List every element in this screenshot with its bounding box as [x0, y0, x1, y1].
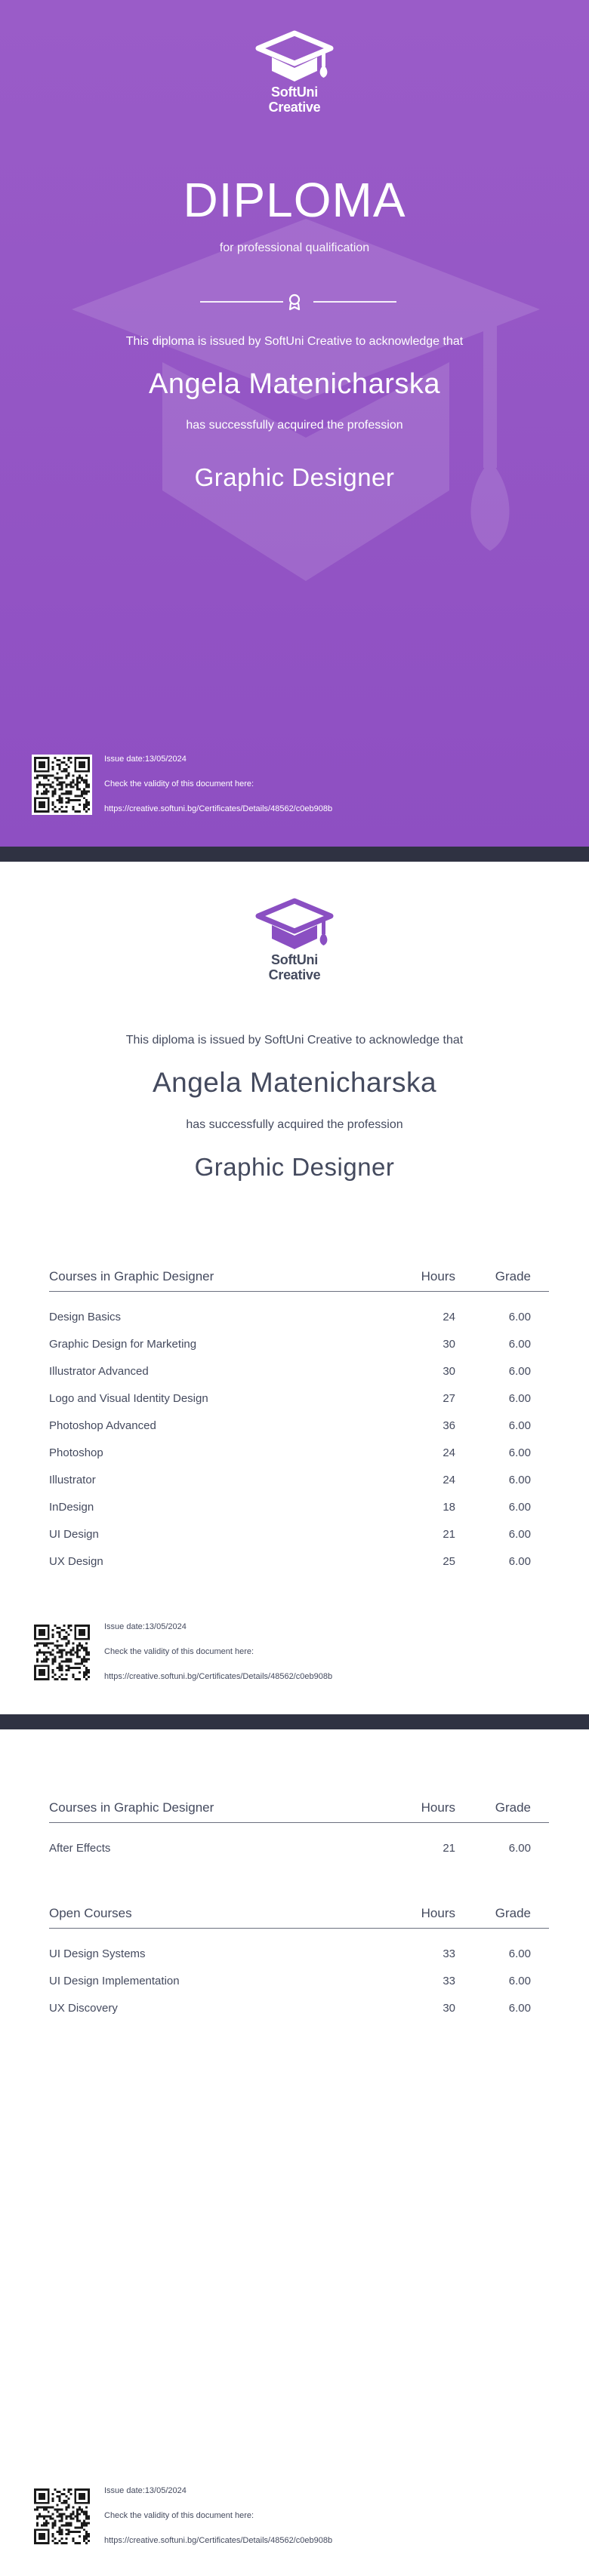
award-ribbon-icon	[285, 293, 304, 311]
document-footer	[32, 2486, 485, 2550]
course-hours: 21	[443, 1842, 455, 1855]
course-grade: 6.00	[508, 1419, 531, 1432]
courses-table-continued	[49, 1797, 549, 1862]
acquired-statement: has successfully acquired the profession	[186, 1118, 403, 1131]
table-row	[49, 1941, 549, 1968]
course-grade: 6.00	[508, 1555, 531, 1568]
course-grade: 6.00	[508, 1338, 531, 1351]
course-name: Logo and Visual Identity Design	[49, 1392, 208, 1405]
course-hours: 21	[443, 1528, 455, 1541]
course-name: UI Design Implementation	[49, 1975, 180, 1987]
course-name: UI Design Systems	[49, 1947, 146, 1960]
table-row	[49, 1835, 549, 1862]
issue-date: Issue date:13/05/2024	[104, 1622, 187, 1631]
courses-table	[49, 1266, 549, 1575]
table-row	[49, 1331, 549, 1358]
validity-check-text: Check the validity of this document here:	[104, 2511, 254, 2520]
profession-title: Graphic Designer	[194, 1153, 395, 1181]
validity-check-text: Check the validity of this document here:	[104, 1647, 254, 1656]
course-name: InDesign	[49, 1501, 94, 1514]
issue-date: Issue date:13/05/2024	[104, 755, 187, 764]
course-name: Design Basics	[49, 1311, 122, 1323]
table-row	[49, 1548, 549, 1575]
course-hours: 30	[443, 2002, 455, 2015]
ornament-line-right	[313, 301, 396, 303]
diploma-subtitle: for professional qualification	[219, 241, 370, 254]
issue-date: Issue date:13/05/2024	[104, 2486, 187, 2495]
column-course: Open Courses	[49, 1906, 132, 1920]
title-ornament	[0, 293, 589, 311]
course-name: UX Discovery	[49, 2002, 118, 2015]
course-hours: 33	[443, 1975, 455, 1987]
course-name: UX Design	[49, 1555, 103, 1568]
course-hours: 27	[443, 1392, 455, 1405]
issued-statement: This diploma is issued by SoftUni Creative to acknowledge that	[125, 335, 464, 348]
course-hours: 24	[443, 1311, 455, 1323]
table-row	[49, 1358, 549, 1385]
course-name: Illustrator	[49, 1474, 96, 1486]
course-grade: 6.00	[508, 1528, 531, 1541]
table-row	[49, 1385, 549, 1412]
validity-url-link[interactable]: https://creative.softuni.bg/Certificates/Details/48562/c0eb908b	[104, 1672, 333, 1681]
course-hours: 25	[443, 1555, 455, 1568]
page-divider	[0, 847, 589, 862]
course-grade: 6.00	[508, 1975, 531, 1987]
column-grade: Grade	[495, 1269, 531, 1283]
table-header	[49, 1903, 549, 1929]
course-grade: 6.00	[508, 1501, 531, 1514]
course-grade: 6.00	[508, 1392, 531, 1405]
column-hours: Hours	[421, 1906, 455, 1920]
course-name: Photoshop Advanced	[49, 1419, 156, 1432]
table-row	[49, 1412, 549, 1440]
page-divider	[0, 1714, 589, 1729]
column-course: Courses in Graphic Designer	[49, 1800, 214, 1815]
course-grade: 6.00	[508, 1311, 531, 1323]
course-grade: 6.00	[508, 2002, 531, 2015]
table-row	[49, 1494, 549, 1521]
graduation-cap-logo-icon	[255, 30, 334, 85]
table-row	[49, 1304, 549, 1331]
acquired-statement: has successfully acquired the profession	[186, 419, 403, 432]
course-name: Graphic Design for Marketing	[49, 1338, 197, 1351]
recipient-name: Angela Matenicharska	[152, 1067, 437, 1098]
document-footer	[32, 755, 485, 818]
course-grade: 6.00	[508, 1842, 531, 1855]
course-name: After Effects	[49, 1842, 111, 1855]
softuni-creative-logo	[255, 898, 334, 982]
qr-code-icon[interactable]	[32, 2486, 92, 2547]
course-hours: 36	[443, 1419, 455, 1432]
course-name: Photoshop	[49, 1446, 103, 1459]
course-grade: 6.00	[508, 1474, 531, 1486]
course-hours: 30	[443, 1365, 455, 1378]
diploma-title: DIPLOMA	[183, 173, 406, 227]
column-grade: Grade	[495, 1800, 531, 1815]
column-course: Courses in Graphic Designer	[49, 1269, 214, 1283]
profession-title: Graphic Designer	[194, 463, 395, 491]
graduation-cap-logo-icon	[255, 898, 334, 952]
qr-code-icon[interactable]	[32, 1622, 92, 1683]
table-header	[49, 1797, 549, 1823]
column-hours: Hours	[421, 1269, 455, 1283]
validity-check-text: Check the validity of this document here:	[104, 779, 254, 788]
table-header	[49, 1266, 549, 1292]
table-row	[49, 1521, 549, 1548]
course-name: UI Design	[49, 1528, 99, 1541]
issued-statement: This diploma is issued by SoftUni Creative to acknowledge that	[125, 1034, 464, 1047]
logo-line-2: Creative	[268, 100, 321, 115]
validity-url-link[interactable]: https://creative.softuni.bg/Certificates/Details/48562/c0eb908b	[104, 2536, 333, 2545]
course-hours: 33	[443, 1947, 455, 1960]
course-grade: 6.00	[508, 1446, 531, 1459]
course-grade: 6.00	[508, 1947, 531, 1960]
document-footer	[32, 1622, 485, 1686]
column-grade: Grade	[495, 1906, 531, 1920]
qr-code-icon[interactable]	[32, 755, 92, 815]
course-grade: 6.00	[508, 1365, 531, 1378]
table-row	[49, 1968, 549, 1995]
course-name: Illustrator Advanced	[49, 1365, 149, 1378]
column-hours: Hours	[421, 1800, 455, 1815]
logo-line-1: SoftUni	[271, 952, 318, 967]
ornament-line-left	[200, 301, 283, 303]
table-row	[49, 1467, 549, 1494]
recipient-name: Angela Matenicharska	[149, 368, 440, 400]
open-courses-table	[49, 1903, 549, 2022]
validity-url-link[interactable]: https://creative.softuni.bg/Certificates/Details/48562/c0eb908b	[104, 804, 333, 813]
softuni-creative-logo	[255, 30, 334, 115]
diploma-cover-page	[0, 0, 589, 847]
logo-line-1: SoftUni	[271, 85, 318, 100]
course-hours: 18	[443, 1501, 455, 1514]
course-hours: 24	[443, 1474, 455, 1486]
logo-line-2: Creative	[268, 967, 321, 982]
table-row	[49, 1995, 549, 2022]
course-hours: 30	[443, 1338, 455, 1351]
course-hours: 24	[443, 1446, 455, 1459]
table-row	[49, 1440, 549, 1467]
